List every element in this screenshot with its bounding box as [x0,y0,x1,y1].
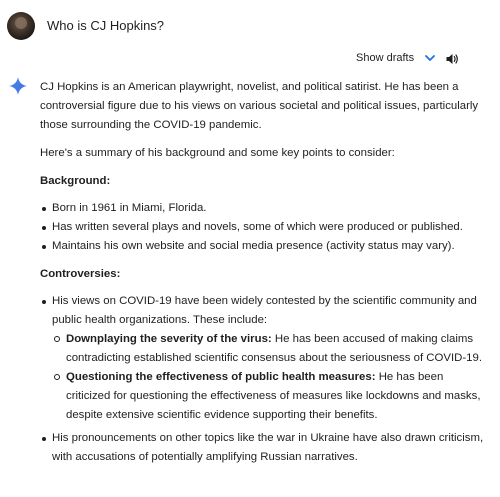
chevron-down-icon [424,52,436,64]
background-heading: Background: [40,175,111,187]
list-item: Has written several plays and novels, some of which were produced or published. [40,218,485,237]
intro-paragraph: CJ Hopkins is an American playwright, novelist, and political satirist. He has been a controversial figure due to his views on various societal and political issues, particularly those surrounding the COVID-19 pandemic. [40,81,479,131]
speaker-icon[interactable] [445,52,459,71]
sub-item-bold: Questioning the effectiveness of public health measures: [66,371,376,383]
show-drafts-button[interactable] [356,52,436,64]
list-item-text: His views on COVID-19 have been widely contested by the scientific community and public health organizations. These include: [52,295,477,326]
sub-list-item [52,330,485,368]
controversies-list [40,292,485,467]
sub-item-text: He has been accused of making claims contradicting established scientific consensus about the seriousness of COVID-19. [66,333,482,364]
controversies-heading: Controversies: [40,268,121,280]
sub-item-bold: Downplaying the severity of the virus: [66,333,272,345]
summary-paragraph: Here's a summary of his background and some key points to consider: [40,147,395,159]
show-drafts-label: Show drafts [356,52,415,64]
list-item: Maintains his own website and social media presence (activity status may vary). [40,237,485,256]
list-item: His pronouncements on other topics like the war in Ukraine have also drawn criticism, with accusations of potentially amplifying Russian narratives. [40,429,485,467]
sub-list-item [52,368,485,425]
sub-list [52,330,485,425]
gemini-sparkle-icon [9,77,27,100]
user-avatar [7,12,35,40]
background-list [40,199,485,256]
response-body [40,78,485,476]
list-item [40,292,485,425]
sub-item-text: He has been criticized for questioning the effectiveness of measures like lockdowns and masks, despite extensive scientific evidence supporting their benefits. [66,371,481,421]
list-item: Born in 1961 in Miami, Florida. [40,199,485,218]
user-query: Who is CJ Hopkins? [47,18,165,33]
